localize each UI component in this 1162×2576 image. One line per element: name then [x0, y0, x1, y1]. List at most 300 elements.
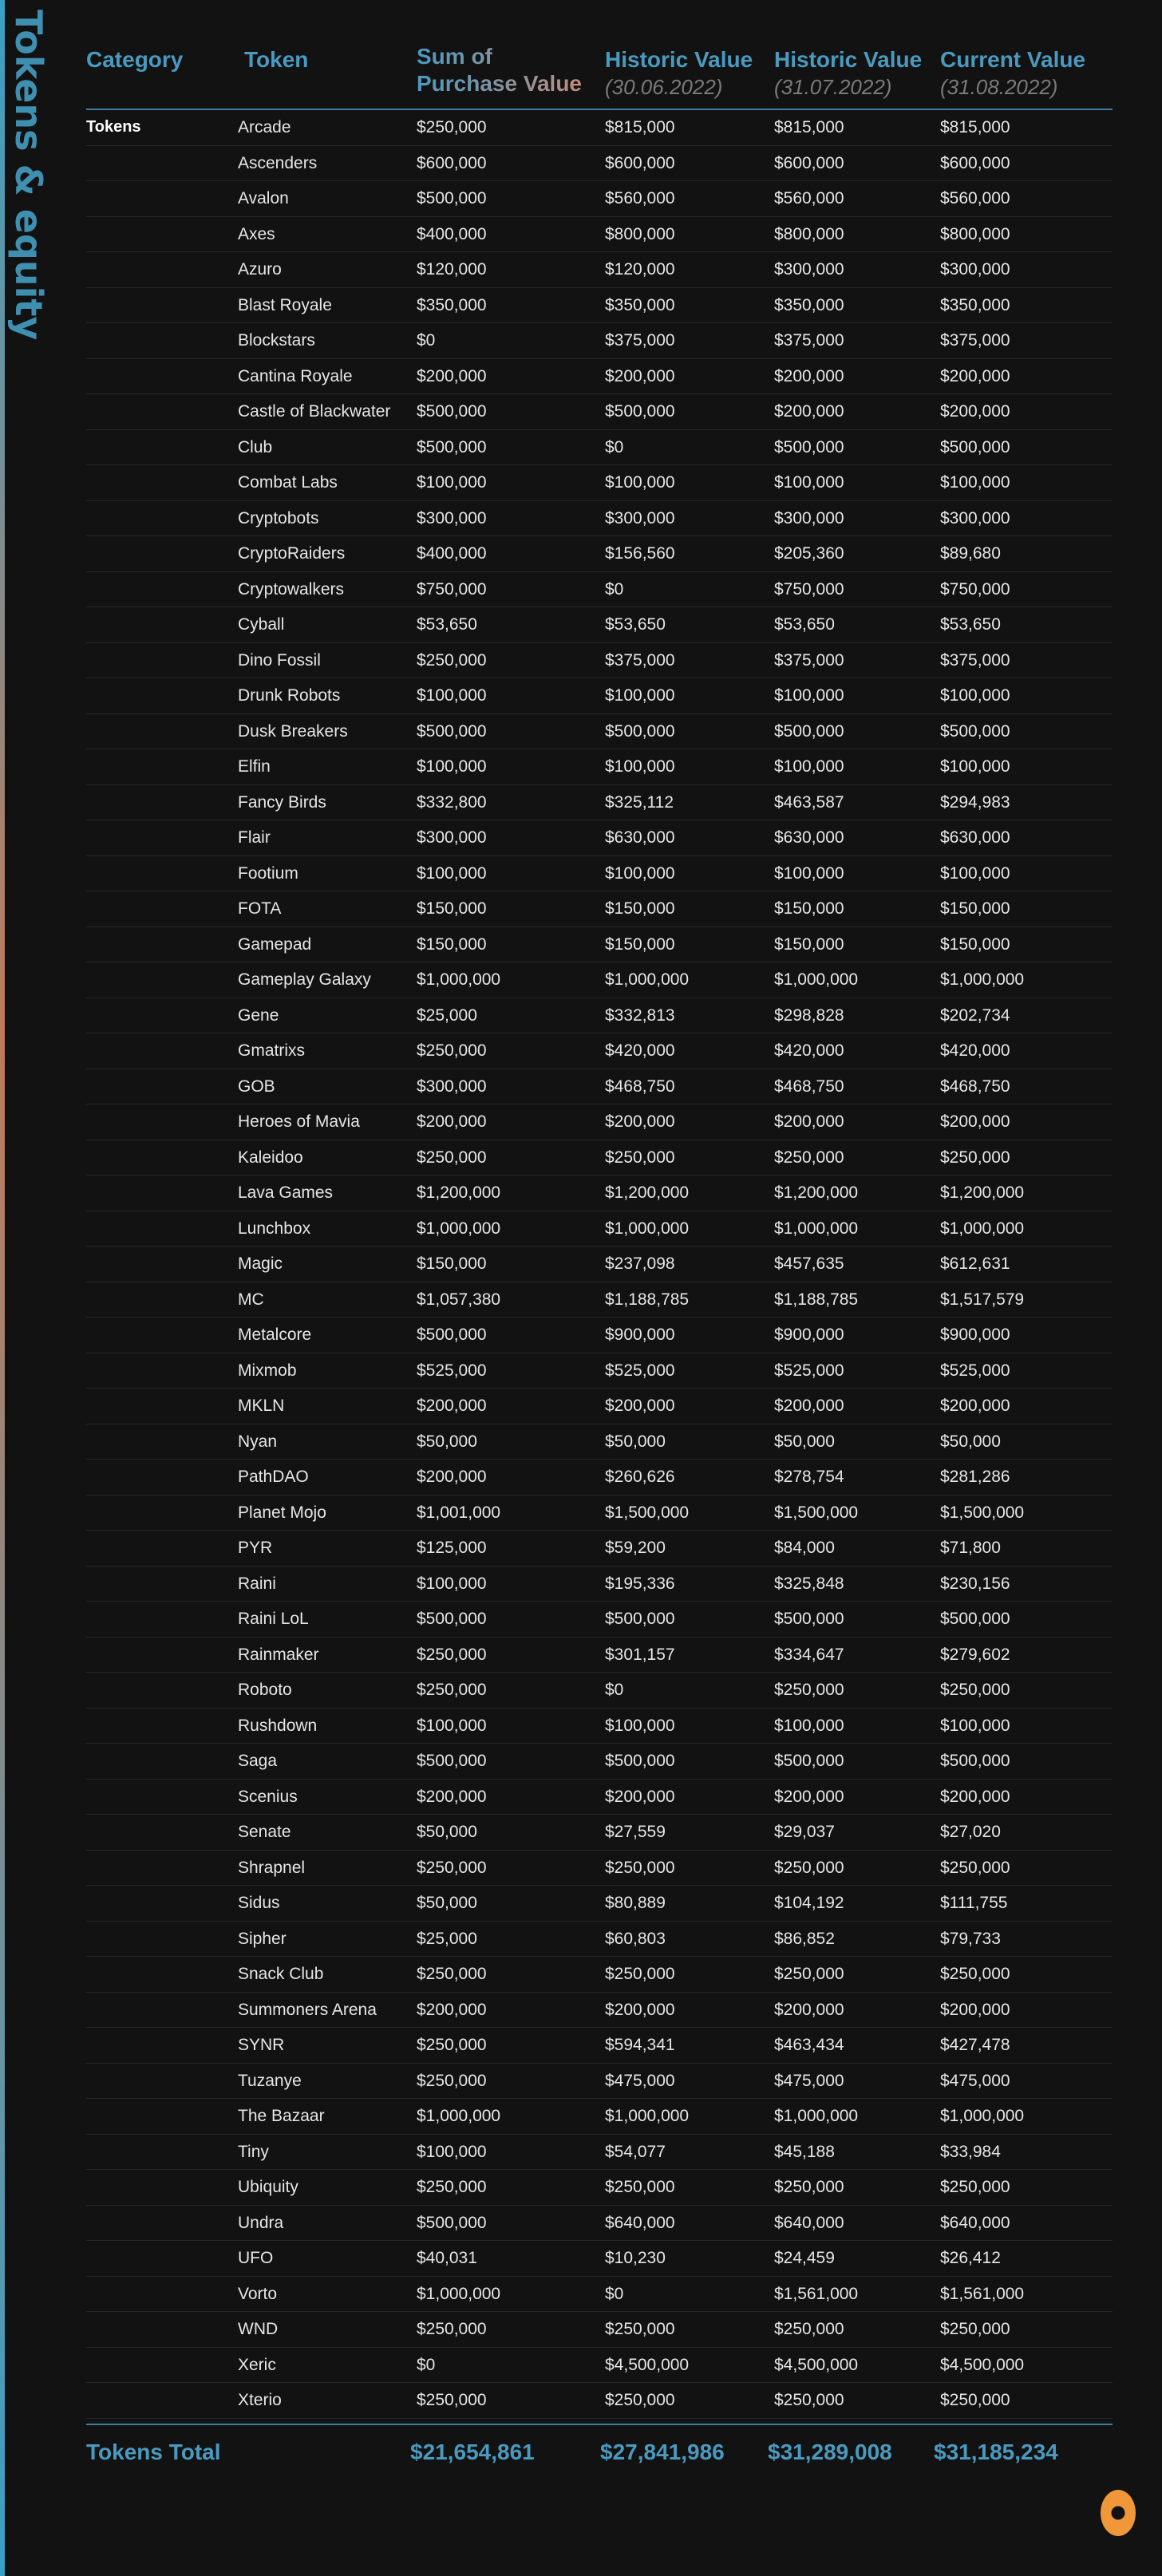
- token-cell: Elfin: [238, 757, 271, 776]
- token-cell: The Bazaar: [238, 2107, 325, 2125]
- historic-value-1-cell: $560,000: [605, 189, 675, 207]
- historic-value-2-cell: $300,000: [774, 508, 844, 527]
- historic-value-2-cell: $100,000: [774, 686, 844, 705]
- table-row: [86, 181, 1113, 217]
- purchase-value-cell: $1,000,000: [417, 1219, 501, 1238]
- purchase-value-cell: $100,000: [417, 863, 487, 883]
- table-header: [86, 0, 1113, 110]
- purchase-value-cell: $500,000: [417, 1610, 487, 1628]
- purchase-value-cell: $250,000: [417, 1645, 487, 1664]
- total-label: Tokens Total: [86, 2439, 221, 2464]
- purchase-value-cell: $1,001,000: [417, 1503, 501, 1522]
- historic-value-1-cell: $815,000: [605, 118, 675, 136]
- table-row: [86, 1993, 1113, 2029]
- token-cell: Arcade: [238, 118, 291, 136]
- current-value-cell: $27,020: [940, 1823, 1001, 1841]
- purchase-value-cell: $1,000,000: [417, 970, 501, 989]
- table-row: [86, 1104, 1113, 1140]
- historic-value-2-cell: $278,754: [774, 1468, 844, 1486]
- historic-value-1-cell: $237,098: [605, 1254, 675, 1273]
- total-current: $31,185,234: [934, 2439, 1058, 2464]
- historic-value-2-cell: $250,000: [774, 2178, 844, 2196]
- purchase-value-cell: $100,000: [417, 686, 487, 705]
- historic-value-2-cell: $1,000,000: [774, 970, 859, 989]
- current-value-cell: $100,000: [940, 686, 1010, 705]
- table-row: [86, 2348, 1113, 2384]
- token-cell: Nyan: [238, 1432, 278, 1451]
- purchase-value-cell: $250,000: [417, 1681, 487, 1699]
- table-row: [86, 465, 1113, 501]
- token-cell: Snack Club: [238, 1965, 324, 1983]
- token-cell: Blockstars: [238, 331, 315, 350]
- table-row: [86, 2064, 1113, 2100]
- historic-value-1-cell: $200,000: [605, 2000, 675, 2019]
- purchase-value-cell: $250,000: [417, 1148, 487, 1167]
- purchase-value-cell: $500,000: [417, 1326, 487, 1344]
- token-cell: Sipher: [238, 1929, 287, 1948]
- token-cell: Dusk Breakers: [238, 721, 348, 741]
- current-value-cell: $427,478: [940, 2036, 1010, 2054]
- purchase-value-cell: $250,000: [417, 2036, 487, 2054]
- token-cell: Heroes of Mavia: [238, 1112, 360, 1131]
- current-value-cell: $250,000: [940, 2320, 1010, 2338]
- historic-value-2-cell: $84,000: [774, 1539, 835, 1557]
- historic-value-2-cell: $375,000: [774, 650, 844, 670]
- table-row: [86, 678, 1113, 714]
- historic-value-2-cell: $24,459: [774, 2249, 835, 2267]
- table-row: [86, 1638, 1113, 1673]
- token-cell: Tiny: [238, 2142, 269, 2161]
- current-value-cell: $1,200,000: [940, 1183, 1025, 1202]
- purchase-value-cell: $1,057,380: [417, 1290, 501, 1309]
- historic-value-1-cell: $475,000: [605, 2071, 675, 2090]
- purchase-value-cell: $400,000: [417, 224, 487, 243]
- total-historic-1: $27,841,986: [600, 2439, 725, 2464]
- purchase-value-cell: $525,000: [417, 1361, 487, 1380]
- historic-value-2-cell: $200,000: [774, 1397, 844, 1415]
- token-cell: Ascenders: [238, 153, 318, 172]
- token-cell: Scenius: [238, 1787, 298, 1806]
- historic-value-1-cell: $100,000: [605, 757, 675, 776]
- historic-value-2-cell: $600,000: [774, 153, 844, 172]
- purchase-value-cell: $500,000: [417, 2213, 487, 2232]
- table-row: [86, 501, 1113, 537]
- token-cell: PYR: [238, 1539, 273, 1557]
- token-cell: Shrapnel: [238, 1858, 306, 1877]
- table-row: [86, 1602, 1113, 1638]
- historic-value-1-cell: $900,000: [605, 1326, 675, 1344]
- purchase-value-cell: $150,000: [417, 899, 487, 918]
- table-row: [86, 856, 1113, 892]
- current-value-cell: $200,000: [940, 1397, 1010, 1415]
- current-value-cell: $71,800: [940, 1539, 1001, 1557]
- table-row: [86, 1886, 1113, 1922]
- historic-value-1-cell: $195,336: [605, 1574, 675, 1593]
- token-cell: Undra: [238, 2213, 284, 2232]
- table-row: [86, 323, 1113, 359]
- token-cell: Combat Labs: [238, 473, 338, 492]
- historic-value-1-cell: $800,000: [605, 224, 675, 243]
- historic-value-1-cell: $4,500,000: [605, 2355, 690, 2374]
- token-cell: Lava Games: [238, 1183, 334, 1202]
- historic-value-2-cell: $350,000: [774, 295, 844, 314]
- historic-value-1-cell: $1,000,000: [605, 2107, 690, 2125]
- historic-value-2-cell: $500,000: [774, 437, 844, 456]
- historic-value-2-cell: $205,360: [774, 544, 844, 563]
- table-row: [86, 1033, 1113, 1069]
- historic-value-1-cell: $200,000: [605, 1787, 675, 1806]
- token-cell: Ubiquity: [238, 2178, 298, 2196]
- table-row: [86, 536, 1113, 572]
- historic-value-2-cell: $250,000: [774, 1965, 844, 1983]
- current-value-cell: $375,000: [940, 650, 1010, 670]
- table-row: [86, 2135, 1113, 2171]
- table-row: [86, 1424, 1113, 1460]
- sidebar-accent-stripe: [0, 0, 5, 2576]
- current-value-cell: $375,000: [940, 331, 1010, 350]
- purchase-value-cell: $750,000: [417, 579, 487, 599]
- token-cell: Drunk Robots: [238, 686, 341, 705]
- purchase-value-cell: $250,000: [417, 1965, 487, 1983]
- token-cell: Flair: [238, 828, 271, 847]
- historic-value-2-cell: $1,188,785: [774, 1290, 859, 1309]
- historic-value-1-cell: $250,000: [605, 2391, 675, 2409]
- historic-value-1-cell: $500,000: [605, 402, 675, 421]
- historic-value-2-cell: $250,000: [774, 1148, 844, 1167]
- historic-value-2-cell: $750,000: [774, 579, 844, 599]
- historic-value-2-cell: $500,000: [774, 1610, 844, 1628]
- purchase-value-cell: $500,000: [417, 437, 487, 456]
- historic-value-1-cell: $150,000: [605, 899, 675, 918]
- historic-value-2-cell: $200,000: [774, 1787, 844, 1806]
- token-cell: Rainmaker: [238, 1645, 319, 1664]
- table-row: [86, 1673, 1113, 1709]
- current-value-cell: $33,984: [940, 2142, 1001, 2161]
- token-cell: FOTA: [238, 899, 282, 918]
- current-value-cell: $300,000: [940, 260, 1010, 279]
- table-row: [86, 572, 1113, 608]
- historic-value-2-cell: $45,188: [774, 2142, 835, 2161]
- current-value-cell: $279,602: [940, 1645, 1010, 1664]
- historic-value-1-cell: $468,750: [605, 1077, 675, 1096]
- token-cell: Senate: [238, 1823, 291, 1841]
- total-historic-2: $31,289,008: [768, 2439, 892, 2464]
- historic-value-2-cell: $325,848: [774, 1574, 844, 1593]
- table-row: [86, 1957, 1113, 1993]
- purchase-value-cell: $500,000: [417, 189, 487, 207]
- purchase-value-cell: $40,031: [417, 2249, 477, 2267]
- purchase-value-cell: $332,800: [417, 792, 487, 812]
- tokens-table: [86, 0, 1113, 2478]
- current-value-cell: $525,000: [940, 1361, 1010, 1380]
- table-row: [86, 1744, 1113, 1780]
- historic-value-1-cell: $350,000: [605, 295, 675, 314]
- current-value-cell: $100,000: [940, 757, 1010, 776]
- current-value-cell: $150,000: [940, 934, 1010, 954]
- current-value-cell: $250,000: [940, 1965, 1010, 1983]
- historic-value-2-cell: $53,650: [774, 615, 835, 634]
- historic-value-2-cell: $200,000: [774, 1112, 844, 1131]
- purchase-value-cell: $100,000: [417, 757, 487, 776]
- current-value-cell: $200,000: [940, 1112, 1010, 1131]
- historic-value-1-cell: $120,000: [605, 260, 675, 279]
- current-value-cell: $250,000: [940, 2178, 1010, 2196]
- table-row: [86, 785, 1113, 821]
- current-value-cell: $500,000: [940, 1752, 1010, 1770]
- current-value-cell: $1,500,000: [940, 1503, 1025, 1522]
- table-row: [86, 430, 1113, 466]
- table-row: [86, 2206, 1113, 2242]
- historic-value-1-cell: $150,000: [605, 934, 675, 954]
- current-value-cell: $202,734: [940, 1006, 1010, 1025]
- historic-value-1-cell: $0: [605, 579, 624, 599]
- token-cell: Sidus: [238, 1894, 280, 1912]
- table-row: [86, 2099, 1113, 2135]
- purchase-value-cell: $500,000: [417, 1752, 487, 1770]
- token-cell: Mixmob: [238, 1361, 297, 1380]
- purchase-value-cell: $200,000: [417, 1112, 487, 1131]
- current-value-cell: $600,000: [940, 153, 1010, 172]
- table-row: [86, 2383, 1113, 2419]
- current-value-cell: $1,000,000: [940, 2107, 1025, 2125]
- historic-value-2-cell: $334,647: [774, 1645, 844, 1664]
- table-row: [86, 1282, 1113, 1318]
- historic-value-2-cell: $100,000: [774, 1716, 844, 1735]
- purchase-value-cell: $50,000: [417, 1432, 477, 1451]
- current-value-cell: $300,000: [940, 508, 1010, 527]
- historic-value-1-cell: $325,112: [605, 792, 674, 812]
- token-cell: Gmatrixs: [238, 1041, 305, 1060]
- token-cell: Cantina Royale: [238, 366, 353, 385]
- current-value-cell: $250,000: [940, 1858, 1010, 1877]
- token-cell: MKLN: [238, 1397, 285, 1415]
- historic-value-1-cell: $640,000: [605, 2213, 675, 2232]
- header-historic-1-label: Historic Value: [605, 47, 753, 72]
- table-row: [86, 1389, 1113, 1424]
- current-value-cell: $500,000: [940, 721, 1010, 741]
- current-value-cell: $250,000: [940, 1681, 1010, 1699]
- token-cell: Summoners Arena: [238, 2000, 377, 2019]
- table-row: [86, 394, 1113, 430]
- table-row: [86, 252, 1113, 288]
- table-row: [86, 1922, 1113, 1958]
- table-row: [86, 1353, 1113, 1389]
- current-value-cell: $53,650: [940, 615, 1001, 634]
- historic-value-1-cell: $100,000: [605, 473, 675, 492]
- current-value-cell: $350,000: [940, 295, 1010, 314]
- token-cell: UFO: [238, 2249, 274, 2267]
- token-cell: Roboto: [238, 1681, 292, 1699]
- token-cell: Castle of Blackwater: [238, 402, 391, 421]
- table-row: [86, 1460, 1113, 1495]
- historic-value-1-cell: $420,000: [605, 1041, 675, 1060]
- token-cell: Club: [238, 437, 273, 456]
- historic-value-2-cell: $29,037: [774, 1823, 835, 1841]
- historic-value-2-cell: $100,000: [774, 473, 844, 492]
- table-body: [86, 110, 1113, 2419]
- purchase-value-cell: $200,000: [417, 366, 487, 385]
- table-row: [86, 1175, 1113, 1211]
- current-value-cell: $250,000: [940, 1148, 1010, 1167]
- historic-value-2-cell: $1,000,000: [774, 1219, 859, 1238]
- current-value-cell: $200,000: [940, 366, 1010, 385]
- token-cell: CryptoRaiders: [238, 544, 346, 563]
- token-cell: WND: [238, 2320, 279, 2338]
- historic-value-2-cell: $560,000: [774, 189, 844, 207]
- token-cell: MC: [238, 1290, 264, 1309]
- historic-value-2-cell: $1,000,000: [774, 2107, 859, 2125]
- historic-value-2-cell: $86,852: [774, 1929, 835, 1948]
- token-cell: Metalcore: [238, 1326, 312, 1344]
- purchase-value-cell: $250,000: [417, 1858, 487, 1877]
- historic-value-2-cell: $200,000: [774, 366, 844, 385]
- purchase-value-cell: $250,000: [417, 2391, 487, 2409]
- purchase-value-cell: $100,000: [417, 1574, 487, 1593]
- table-row: [86, 1567, 1113, 1602]
- historic-value-1-cell: $332,813: [605, 1006, 675, 1025]
- category-cell: Tokens: [86, 118, 141, 136]
- header-historic-1-date: (30.06.2022): [605, 75, 723, 99]
- token-cell: Planet Mojo: [238, 1503, 326, 1522]
- historic-value-2-cell: $100,000: [774, 863, 844, 883]
- purchase-value-cell: $400,000: [417, 544, 487, 563]
- token-cell: Gene: [238, 1006, 279, 1025]
- historic-value-1-cell: $10,230: [605, 2249, 666, 2267]
- token-cell: Axes: [238, 224, 275, 243]
- purchase-value-cell: $200,000: [417, 1787, 487, 1806]
- purchase-value-cell: $25,000: [417, 1006, 477, 1025]
- table-row: [86, 998, 1113, 1034]
- purchase-value-cell: $300,000: [417, 828, 487, 847]
- header-historic-1: [605, 46, 753, 101]
- historic-value-2-cell: $420,000: [774, 1041, 844, 1060]
- purchase-value-cell: $250,000: [417, 2178, 487, 2196]
- current-value-cell: $230,156: [940, 1574, 1010, 1593]
- current-value-cell: $800,000: [940, 224, 1010, 243]
- historic-value-2-cell: $475,000: [774, 2071, 844, 2090]
- historic-value-1-cell: $525,000: [605, 1361, 675, 1380]
- purchase-value-cell: $300,000: [417, 1077, 487, 1096]
- token-cell: Cryptobots: [238, 508, 319, 527]
- historic-value-1-cell: $250,000: [605, 1148, 675, 1167]
- purchase-value-cell: $25,000: [417, 1929, 477, 1948]
- table-row: [86, 217, 1113, 253]
- purchase-value-cell: $125,000: [417, 1539, 487, 1557]
- historic-value-1-cell: $100,000: [605, 686, 675, 705]
- historic-value-1-cell: $27,559: [605, 1823, 666, 1841]
- table-row: [86, 891, 1113, 927]
- historic-value-1-cell: $156,560: [605, 544, 675, 563]
- historic-value-1-cell: $54,077: [605, 2142, 666, 2161]
- current-value-cell: $250,000: [940, 2391, 1010, 2409]
- historic-value-2-cell: $630,000: [774, 828, 844, 847]
- historic-value-2-cell: $104,192: [774, 1894, 844, 1912]
- historic-value-2-cell: $250,000: [774, 1858, 844, 1877]
- historic-value-2-cell: $375,000: [774, 331, 844, 350]
- historic-value-1-cell: $375,000: [605, 650, 675, 670]
- purchase-value-cell: $53,650: [417, 615, 477, 634]
- purchase-value-cell: $250,000: [417, 1041, 487, 1060]
- current-value-cell: $89,680: [940, 544, 1001, 563]
- current-value-cell: $815,000: [940, 118, 1010, 136]
- historic-value-2-cell: $200,000: [774, 2000, 844, 2019]
- table-row: [86, 146, 1113, 182]
- token-cell: Footium: [238, 863, 298, 883]
- historic-value-2-cell: $298,828: [774, 1006, 844, 1025]
- token-cell: Lunchbox: [238, 1219, 311, 1238]
- header-token: Token: [244, 47, 309, 72]
- historic-value-2-cell: $1,500,000: [774, 1503, 859, 1522]
- purchase-value-cell: $300,000: [417, 508, 487, 527]
- historic-value-1-cell: $250,000: [605, 1858, 675, 1877]
- current-value-cell: $560,000: [940, 189, 1010, 207]
- table-row: [86, 288, 1113, 324]
- current-value-cell: $500,000: [940, 437, 1010, 456]
- table-row: [86, 2241, 1113, 2277]
- table-row: [86, 2028, 1113, 2064]
- header-category: Category: [86, 47, 184, 72]
- historic-value-2-cell: $300,000: [774, 260, 844, 279]
- current-value-cell: $468,750: [940, 1077, 1010, 1096]
- current-value-cell: $640,000: [940, 2213, 1010, 2232]
- current-value-cell: $1,000,000: [940, 1219, 1025, 1238]
- current-value-cell: $50,000: [940, 1432, 1001, 1451]
- table-row: [86, 110, 1113, 146]
- historic-value-2-cell: $1,561,000: [774, 2284, 859, 2303]
- current-value-cell: $1,517,579: [940, 1290, 1025, 1309]
- token-cell: Raini: [238, 1574, 276, 1593]
- historic-value-1-cell: $53,650: [605, 615, 666, 634]
- historic-value-1-cell: $500,000: [605, 1752, 675, 1770]
- historic-value-1-cell: $594,341: [605, 2036, 675, 2054]
- purchase-value-cell: $200,000: [417, 2000, 487, 2019]
- purchase-value-cell: $0: [417, 331, 436, 350]
- purchase-value-cell: $350,000: [417, 295, 487, 314]
- current-value-cell: $500,000: [940, 1610, 1010, 1628]
- token-cell: Rushdown: [238, 1716, 318, 1735]
- table-row: [86, 1069, 1113, 1105]
- historic-value-1-cell: $200,000: [605, 1397, 675, 1415]
- purchase-value-cell: $1,000,000: [417, 2284, 501, 2303]
- table-row: [86, 1318, 1113, 1353]
- token-cell: Magic: [238, 1254, 283, 1273]
- purchase-value-cell: $600,000: [417, 153, 487, 172]
- current-value-cell: $1,561,000: [940, 2284, 1025, 2303]
- current-value-cell: $420,000: [940, 1041, 1010, 1060]
- token-cell: Azuro: [238, 260, 282, 279]
- header-current: [940, 46, 1085, 101]
- historic-value-2-cell: $500,000: [774, 1752, 844, 1770]
- current-value-cell: $79,733: [940, 1929, 1001, 1948]
- historic-value-2-cell: $4,500,000: [774, 2355, 859, 2374]
- current-value-cell: $1,000,000: [940, 970, 1025, 989]
- token-cell: Saga: [238, 1752, 278, 1770]
- current-value-cell: $900,000: [940, 1326, 1010, 1344]
- historic-value-1-cell: $300,000: [605, 508, 675, 527]
- table-row: [86, 714, 1113, 750]
- historic-value-1-cell: $250,000: [605, 2320, 675, 2338]
- historic-value-2-cell: $150,000: [774, 934, 844, 954]
- historic-value-2-cell: $250,000: [774, 1681, 844, 1699]
- historic-value-1-cell: $0: [605, 2284, 624, 2303]
- purchase-value-cell: $250,000: [417, 2071, 487, 2090]
- historic-value-1-cell: $260,626: [605, 1468, 675, 1486]
- historic-value-2-cell: $50,000: [774, 1432, 835, 1451]
- token-cell: Gamepad: [238, 934, 312, 954]
- purchase-value-cell: $100,000: [417, 1716, 487, 1735]
- historic-value-2-cell: $457,635: [774, 1254, 844, 1273]
- header-sum-purchase: Sum of Purchase Value: [417, 43, 592, 97]
